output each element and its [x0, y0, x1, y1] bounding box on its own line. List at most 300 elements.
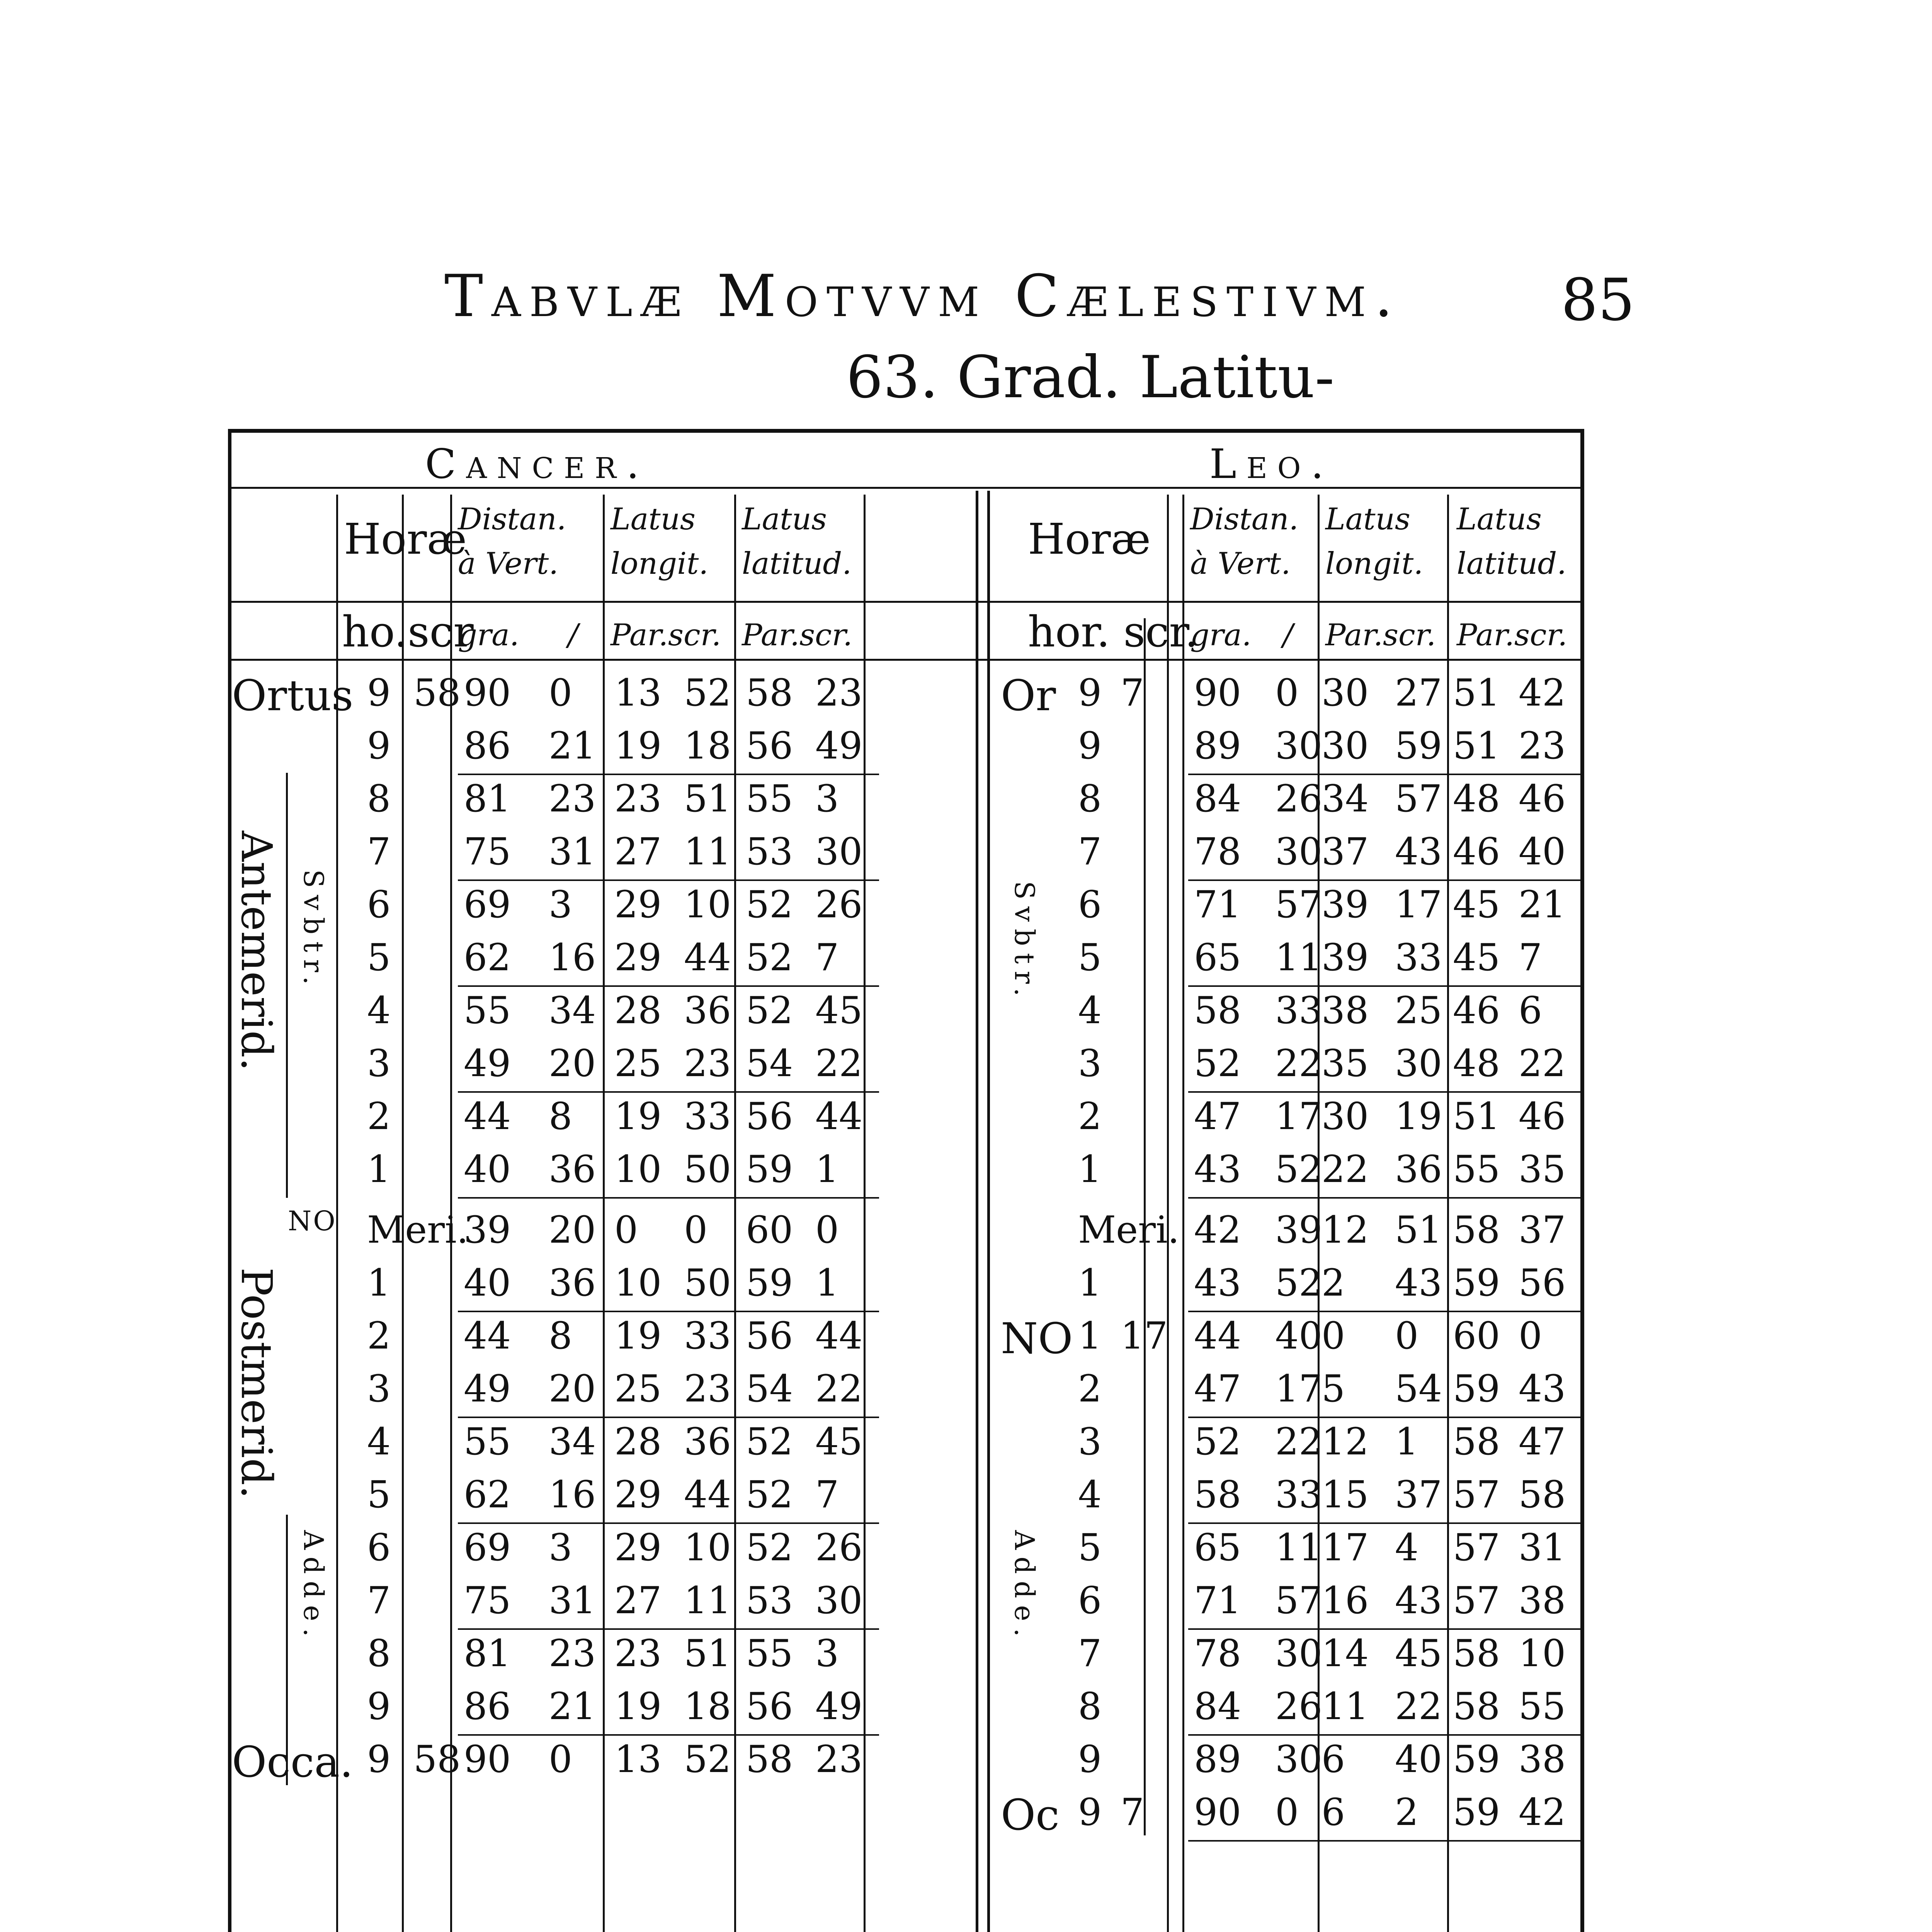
leo-row-cell: 5: [1078, 1526, 1102, 1569]
leo-row-cell: 17: [1395, 883, 1442, 926]
leo-row-cell: 51: [1453, 1095, 1500, 1138]
cancer-row-cell: 16: [549, 936, 596, 979]
cancer-row-cell: 75: [464, 1579, 511, 1622]
leo-row-cell: 57: [1395, 777, 1442, 820]
cancer-row-cell: 31: [549, 830, 596, 873]
horae-header-leo: Horæ: [1028, 514, 1151, 564]
leo-row-cell: 57: [1453, 1473, 1500, 1516]
cancer-row-cell: 20: [549, 1208, 596, 1252]
leo-row-cell: 2: [1078, 1367, 1102, 1410]
cancer-row-cell: 34: [549, 989, 596, 1032]
leo-row-cell: 25: [1395, 989, 1442, 1032]
leo-row-cell: 17: [1275, 1367, 1323, 1410]
cancer-row-pair-rule: [458, 1522, 879, 1524]
cancer-row-cell: 23: [684, 1042, 731, 1085]
leo-row-cell: Or: [1001, 671, 1056, 720]
unit-gra-leo: gra.: [1190, 618, 1252, 653]
cancer-row-cell: 52: [746, 989, 793, 1032]
cancer-row-cell: 3: [815, 1632, 839, 1675]
center-divider: [976, 491, 978, 1932]
distan-sub-leo: à Vert.: [1190, 546, 1291, 581]
leo-row-pair-rule: [1188, 1840, 1582, 1842]
latus-latitud-header-leo: Latus: [1457, 502, 1542, 537]
leo-row-cell: 30: [1275, 724, 1323, 767]
leo-row-cell: 58: [1194, 989, 1242, 1032]
leo-row-cell: 55: [1453, 1148, 1500, 1191]
cancer-row-cell: 56: [746, 1095, 793, 1138]
cancer-row-cell: 25: [614, 1042, 662, 1085]
center-divider-2: [987, 491, 990, 1932]
leo-col-line: [1447, 495, 1449, 1932]
leo-row-cell: 71: [1194, 883, 1242, 926]
distan-sub-cancer: à Vert.: [458, 546, 559, 581]
leo-row-cell: 0: [1519, 1314, 1543, 1357]
leo-row-pair-rule: [1188, 1522, 1582, 1524]
cancer-row-cell: 49: [464, 1042, 511, 1085]
cancer-row-cell: 29: [614, 1473, 662, 1516]
leo-row-cell: 30: [1275, 1738, 1323, 1781]
leo-row-cell: 2: [1395, 1791, 1419, 1834]
leo-row-cell: 60: [1453, 1314, 1500, 1357]
leo-row-pair-rule: [1188, 774, 1582, 775]
leo-row-cell: 59: [1453, 1791, 1500, 1834]
leo-row-cell: 11: [1275, 936, 1323, 979]
unit-min-leo: /: [1283, 618, 1293, 653]
leo-row-cell: 1: [1078, 1314, 1102, 1357]
leo-row-cell: 58: [1453, 1420, 1500, 1463]
cancer-row-cell: 50: [684, 1148, 731, 1191]
cancer-row-cell: 36: [549, 1148, 596, 1191]
leo-row-cell: 17: [1121, 1314, 1168, 1357]
leo-row-cell: 0: [1321, 1314, 1345, 1357]
leo-row-cell: 3: [1078, 1420, 1102, 1463]
latus-longit-header-leo: Latus: [1325, 502, 1410, 537]
leo-row-cell: 30: [1395, 1042, 1442, 1085]
cancer-row-cell: 18: [684, 1685, 731, 1728]
cancer-row-cell: 23: [549, 777, 596, 820]
leo-row-cell: 15: [1321, 1473, 1369, 1516]
latus-longit-header-cancer: Latus: [611, 502, 696, 537]
leo-row-cell: 59: [1453, 1367, 1500, 1410]
cancer-row-cell: 56: [746, 724, 793, 767]
leo-row-cell: 22: [1395, 1685, 1442, 1728]
cancer-row-cell: 3: [367, 1367, 391, 1410]
cancer-row-pair-rule: [458, 985, 879, 987]
unit-hours-leo: hor. scr.: [1028, 607, 1199, 656]
cancer-row-cell: 51: [684, 1632, 731, 1675]
leo-row-cell: 38: [1519, 1579, 1566, 1622]
leo-row-cell: 37: [1321, 830, 1369, 873]
leo-row-cell: 7: [1078, 830, 1102, 873]
cancer-row-cell: 45: [815, 1420, 863, 1463]
cancer-row-cell: 53: [746, 830, 793, 873]
cancer-row-cell: 0: [815, 1208, 839, 1252]
leo-row-cell: 4: [1078, 1473, 1102, 1516]
cancer-row-cell: 28: [614, 989, 662, 1032]
leo-row-cell: 48: [1453, 1042, 1500, 1085]
cancer-row-cell: 8: [549, 1314, 573, 1357]
cancer-row-cell: 7: [815, 1473, 839, 1516]
leo-row-cell: 71: [1194, 1579, 1242, 1622]
leo-row-cell: 46: [1519, 1095, 1566, 1138]
leo-row-cell: 9: [1078, 1738, 1102, 1781]
leo-row-cell: 19: [1395, 1095, 1442, 1138]
leo-row-cell: 45: [1395, 1632, 1442, 1675]
unit-par-longit-cancer: Par.scr.: [611, 618, 721, 653]
leo-row-cell: 40: [1519, 830, 1566, 873]
cancer-row-cell: 19: [614, 1685, 662, 1728]
leo-row-cell: 1: [1078, 1261, 1102, 1304]
leo-row-cell: 48: [1453, 777, 1500, 820]
leo-row-cell: 7: [1121, 671, 1145, 714]
leo-row-cell: 51: [1453, 724, 1500, 767]
cancer-row-cell: 86: [464, 1685, 511, 1728]
unit-rule: [228, 659, 1580, 661]
leo-row-cell: 2: [1321, 1261, 1345, 1304]
leo-row-cell: 6: [1519, 989, 1543, 1032]
cancer-row-cell: 81: [464, 777, 511, 820]
cancer-row-cell: 29: [614, 883, 662, 926]
cancer-row-cell: 45: [815, 989, 863, 1032]
leo-row-cell: 38: [1519, 1738, 1566, 1781]
leo-row-cell: 47: [1194, 1367, 1242, 1410]
leo-row-cell: 54: [1395, 1367, 1442, 1410]
unit-hours-cancer: ho.scr: [342, 607, 474, 656]
distan-header-cancer: Distan.: [458, 502, 566, 537]
cancer-row-cell: 52: [746, 936, 793, 979]
unit-gra-cancer: gra.: [458, 618, 519, 653]
cancer-row-cell: 21: [549, 724, 596, 767]
leo-row-cell: 12: [1321, 1420, 1369, 1463]
cancer-row-pair-rule: [458, 1628, 879, 1630]
cancer-row-cell: 1: [367, 1148, 391, 1191]
leo-row-cell: 22: [1519, 1042, 1566, 1085]
leo-row-cell: 17: [1321, 1526, 1369, 1569]
cancer-row-cell: 9: [367, 1685, 391, 1728]
cancer-row-cell: 52: [746, 1473, 793, 1516]
leo-row-cell: 78: [1194, 1632, 1242, 1675]
leo-row-cell: 43: [1194, 1148, 1242, 1191]
cancer-row-cell: 18: [684, 724, 731, 767]
leo-row-cell: 36: [1395, 1148, 1442, 1191]
leo-row-cell: 12: [1321, 1208, 1369, 1252]
leo-row-cell: 16: [1321, 1579, 1369, 1622]
leo-row-cell: 58: [1453, 1208, 1500, 1252]
leo-row-cell: 11: [1321, 1685, 1369, 1728]
cancer-row-cell: 49: [464, 1367, 511, 1410]
cancer-row-cell: 54: [746, 1042, 793, 1085]
cancer-row-cell: 52: [746, 883, 793, 926]
leo-row-cell: 38: [1321, 989, 1369, 1032]
cancer-col-line: [603, 495, 605, 1932]
cancer-row-cell: 49: [815, 724, 863, 767]
cancer-row-cell: 23: [549, 1632, 596, 1675]
cancer-row-cell: 23: [684, 1367, 731, 1410]
leo-row-cell: 39: [1321, 936, 1369, 979]
cancer-row-cell: 36: [549, 1261, 596, 1304]
cancer-row-cell: 28: [614, 1420, 662, 1463]
cancer-row-cell: 13: [614, 1738, 662, 1781]
cancer-row-cell: 3: [549, 1526, 573, 1569]
leo-row-cell: 42: [1519, 671, 1566, 714]
leo-row-cell: 51: [1395, 1208, 1442, 1252]
leo-row-cell: 56: [1519, 1261, 1566, 1304]
cancer-row-cell: 44: [684, 936, 731, 979]
svbtr-line-left: [286, 773, 288, 1198]
leo-row-cell: 22: [1275, 1420, 1323, 1463]
leo-row-pair-rule: [1188, 1091, 1582, 1093]
leo-row-cell: 46: [1453, 989, 1500, 1032]
leo-row-cell: 0: [1275, 671, 1299, 714]
cancer-row-cell: 54: [746, 1367, 793, 1410]
cancer-row-cell: 90: [464, 671, 511, 714]
cancer-row-cell: 75: [464, 830, 511, 873]
cancer-row-cell: 81: [464, 1632, 511, 1675]
leo-row-cell: 22: [1321, 1148, 1369, 1191]
cancer-row-cell: 3: [549, 883, 573, 926]
leo-row-cell: 52: [1275, 1261, 1323, 1304]
leo-row-pair-rule: [1188, 879, 1582, 881]
cancer-row-cell: 23: [614, 777, 662, 820]
sign-leo: Leo.: [1209, 440, 1334, 488]
leo-row-cell: 44: [1194, 1314, 1242, 1357]
leo-row-cell: NO: [1001, 1314, 1073, 1363]
leo-row-cell: 6: [1078, 1579, 1102, 1622]
page-number: 85: [1561, 267, 1635, 334]
cancer-row-cell: 11: [684, 830, 731, 873]
leo-row-cell: 37: [1395, 1473, 1442, 1516]
leo-row-cell: 1: [1395, 1420, 1419, 1463]
leo-row-cell: 26: [1275, 777, 1323, 820]
cancer-row-cell: 27: [614, 830, 662, 873]
cancer-row-cell: 36: [684, 1420, 731, 1463]
table-border-right: [1580, 429, 1584, 1932]
leo-row-cell: 9: [1078, 724, 1102, 767]
cancer-row-pair-rule: [458, 1734, 879, 1736]
cancer-row-cell: 23: [815, 1738, 863, 1781]
cancer-row-cell: 51: [684, 777, 731, 820]
cancer-row-cell: 39: [464, 1208, 511, 1252]
cancer-row-cell: 3: [815, 777, 839, 820]
leo-row-cell: 84: [1194, 1685, 1242, 1728]
leo-row-cell: 90: [1194, 671, 1242, 714]
latus-latitud-sub-cancer: latitud.: [742, 546, 852, 581]
leo-row-cell: 43: [1519, 1367, 1566, 1410]
leo-row-cell: 30: [1321, 1095, 1369, 1138]
leo-row-cell: 27: [1395, 671, 1442, 714]
cancer-row-cell: 19: [614, 1314, 662, 1357]
cancer-row-cell: 44: [684, 1473, 731, 1516]
leo-row-cell: 31: [1519, 1526, 1566, 1569]
latus-longit-sub-cancer: longit.: [611, 546, 709, 581]
side-label-postmerid: Postmerid.: [232, 1267, 281, 1499]
cancer-row-cell: 58: [746, 1738, 793, 1781]
cancer-row-cell: 56: [746, 1314, 793, 1357]
cancer-row-cell: 10: [614, 1261, 662, 1304]
leo-row-cell: 65: [1194, 1526, 1242, 1569]
side-label-antemerid: Antemerid.: [232, 831, 281, 1071]
cancer-row-cell: 55: [464, 1420, 511, 1463]
cancer-row-cell: 22: [815, 1367, 863, 1410]
leo-row-pair-rule: [1188, 1417, 1582, 1418]
leo-row-cell: 4: [1395, 1526, 1419, 1569]
unit-par-longit-leo: Par.scr.: [1325, 618, 1436, 653]
leo-row-cell: 8: [1078, 777, 1102, 820]
table-border-top: [228, 429, 1580, 433]
table-border-left: [228, 429, 231, 1932]
cancer-row-cell: 5: [367, 936, 391, 979]
cancer-row-cell: 44: [815, 1314, 863, 1357]
leo-row-cell: 45: [1453, 936, 1500, 979]
cancer-row-cell: 22: [815, 1042, 863, 1085]
leo-row-cell: 10: [1519, 1632, 1566, 1675]
leo-row-cell: 7: [1519, 936, 1543, 979]
leo-row-cell: 14: [1321, 1632, 1369, 1675]
leo-row-cell: 39: [1321, 883, 1369, 926]
cancer-row-cell: 19: [614, 1095, 662, 1138]
cancer-row-cell: 52: [684, 671, 731, 714]
leo-row-cell: 30: [1321, 671, 1369, 714]
cancer-row-cell: 56: [746, 1685, 793, 1728]
leo-row-cell: 42: [1194, 1208, 1242, 1252]
leo-row-cell: 59: [1453, 1261, 1500, 1304]
leo-row-cell: 30: [1275, 830, 1323, 873]
side-label-adde-cancer: Adde.: [298, 1530, 329, 1644]
cancer-row-cell: 53: [746, 1579, 793, 1622]
leo-row-cell: 58: [1453, 1685, 1500, 1728]
cancer-row-cell: 23: [614, 1632, 662, 1675]
cancer-row-cell: 2: [367, 1095, 391, 1138]
leo-row-cell: 33: [1395, 936, 1442, 979]
cancer-row-cell: 1: [815, 1261, 839, 1304]
cancer-row-cell: 52: [684, 1738, 731, 1781]
cancer-row-cell: 30: [815, 830, 863, 873]
leo-row-cell: 0: [1395, 1314, 1419, 1357]
leo-row-cell: 52: [1194, 1042, 1242, 1085]
cancer-row-cell: 10: [684, 883, 731, 926]
leo-row-cell: 35: [1321, 1042, 1369, 1085]
cancer-row-cell: 40: [464, 1261, 511, 1304]
cancer-row-cell: 4: [367, 1420, 391, 1463]
cancer-row-pair-rule: [458, 774, 879, 775]
leo-row-cell: 7: [1121, 1791, 1145, 1834]
cancer-row-cell: 16: [549, 1473, 596, 1516]
side-label-no-cancer: NO: [288, 1205, 337, 1237]
leo-row-cell: 58: [1519, 1473, 1566, 1516]
leo-row-pair-rule: [1188, 1197, 1582, 1199]
cancer-row-cell: 21: [549, 1685, 596, 1728]
leo-row-pair-rule: [1188, 1734, 1582, 1736]
cancer-row-cell: Meri.: [367, 1208, 469, 1252]
cancer-row-cell: 34: [549, 1420, 596, 1463]
leo-row-cell: 65: [1194, 936, 1242, 979]
cancer-row-cell: 1: [815, 1148, 839, 1191]
cancer-row-cell: 60: [746, 1208, 793, 1252]
header-rule: [228, 601, 1580, 603]
cancer-row-cell: 7: [815, 936, 839, 979]
cancer-row-cell: 9: [367, 671, 391, 714]
leo-row-cell: 39: [1275, 1208, 1323, 1252]
leo-row-cell: 26: [1275, 1685, 1323, 1728]
cancer-col-line: [734, 495, 736, 1932]
cancer-row-cell: 9: [367, 724, 391, 767]
cancer-row-cell: 10: [614, 1148, 662, 1191]
cancer-row-cell: 0: [614, 1208, 638, 1252]
cancer-row-cell: 0: [549, 671, 573, 714]
leo-row-cell: 11: [1275, 1526, 1323, 1569]
leo-row-cell: 43: [1395, 1579, 1442, 1622]
leo-row-cell: 78: [1194, 830, 1242, 873]
cancer-row-cell: 6: [367, 1526, 391, 1569]
unit-par-latitud-cancer: Par.scr.: [742, 618, 853, 653]
leo-row-cell: 33: [1275, 1473, 1323, 1516]
cancer-row-cell: 52: [746, 1420, 793, 1463]
leo-row-cell: 30: [1275, 1632, 1323, 1675]
side-label-svbtr-leo: Svbtr.: [1009, 881, 1040, 1003]
leo-row-cell: 89: [1194, 1738, 1242, 1781]
leo-row-cell: 47: [1194, 1095, 1242, 1138]
leo-row-cell: 57: [1453, 1526, 1500, 1569]
leo-row-cell: 40: [1275, 1314, 1323, 1357]
cancer-row-cell: 19: [614, 724, 662, 767]
latus-latitud-header-cancer: Latus: [742, 502, 827, 537]
leo-row-cell: 0: [1275, 1791, 1299, 1834]
latus-latitud-sub-leo: latitud.: [1457, 546, 1567, 581]
cancer-row-cell: 59: [746, 1148, 793, 1191]
latus-longit-sub-leo: longit.: [1325, 546, 1423, 581]
leo-row-cell: 30: [1321, 724, 1369, 767]
cancer-row-cell: 33: [684, 1095, 731, 1138]
leo-row-cell: 43: [1395, 830, 1442, 873]
cancer-row-cell: 27: [614, 1579, 662, 1622]
table-subtitle: 63. Grad. Latitu-: [846, 344, 1335, 411]
cancer-row-cell: 49: [815, 1685, 863, 1728]
leo-row-cell: 46: [1453, 830, 1500, 873]
cancer-row-pair-rule: [458, 1417, 879, 1418]
leo-row-cell: Meri.: [1078, 1208, 1180, 1252]
leo-row-cell: 84: [1194, 777, 1242, 820]
leo-row-cell: 57: [1453, 1579, 1500, 1622]
cancer-row-cell: 44: [464, 1095, 511, 1138]
sign-cancer: Cancer.: [425, 440, 650, 488]
cancer-row-pair-rule: [458, 1311, 879, 1312]
cancer-row-cell: 44: [815, 1095, 863, 1138]
cancer-row-cell: 29: [614, 1526, 662, 1569]
leo-row-cell: 89: [1194, 724, 1242, 767]
cancer-row-cell: 30: [815, 1579, 863, 1622]
leo-row-cell: 52: [1275, 1148, 1323, 1191]
leo-row-pair-rule: [1188, 1628, 1582, 1630]
cancer-row-cell: 40: [464, 1148, 511, 1191]
cancer-row-cell: 52: [746, 1526, 793, 1569]
cancer-row-cell: 8: [367, 1632, 391, 1675]
leo-row-cell: 55: [1519, 1685, 1566, 1728]
leo-row-cell: 58: [1453, 1632, 1500, 1675]
leo-row-cell: 6: [1078, 883, 1102, 926]
leo-row-cell: 35: [1519, 1148, 1566, 1191]
unit-par-latitud-leo: Par.scr.: [1457, 618, 1568, 653]
horae-header-cancer: Horæ: [344, 514, 467, 564]
leo-row-cell: 59: [1395, 724, 1442, 767]
cancer-row-cell: 9: [367, 1738, 391, 1781]
cancer-row-cell: 50: [684, 1261, 731, 1304]
leo-row-cell: 23: [1519, 724, 1566, 767]
cancer-row-cell: 0: [684, 1208, 708, 1252]
cancer-row-cell: 11: [684, 1579, 731, 1622]
cancer-row-cell: 55: [464, 989, 511, 1032]
leo-col-line: [1182, 495, 1184, 1932]
cancer-row-cell: 7: [367, 830, 391, 873]
